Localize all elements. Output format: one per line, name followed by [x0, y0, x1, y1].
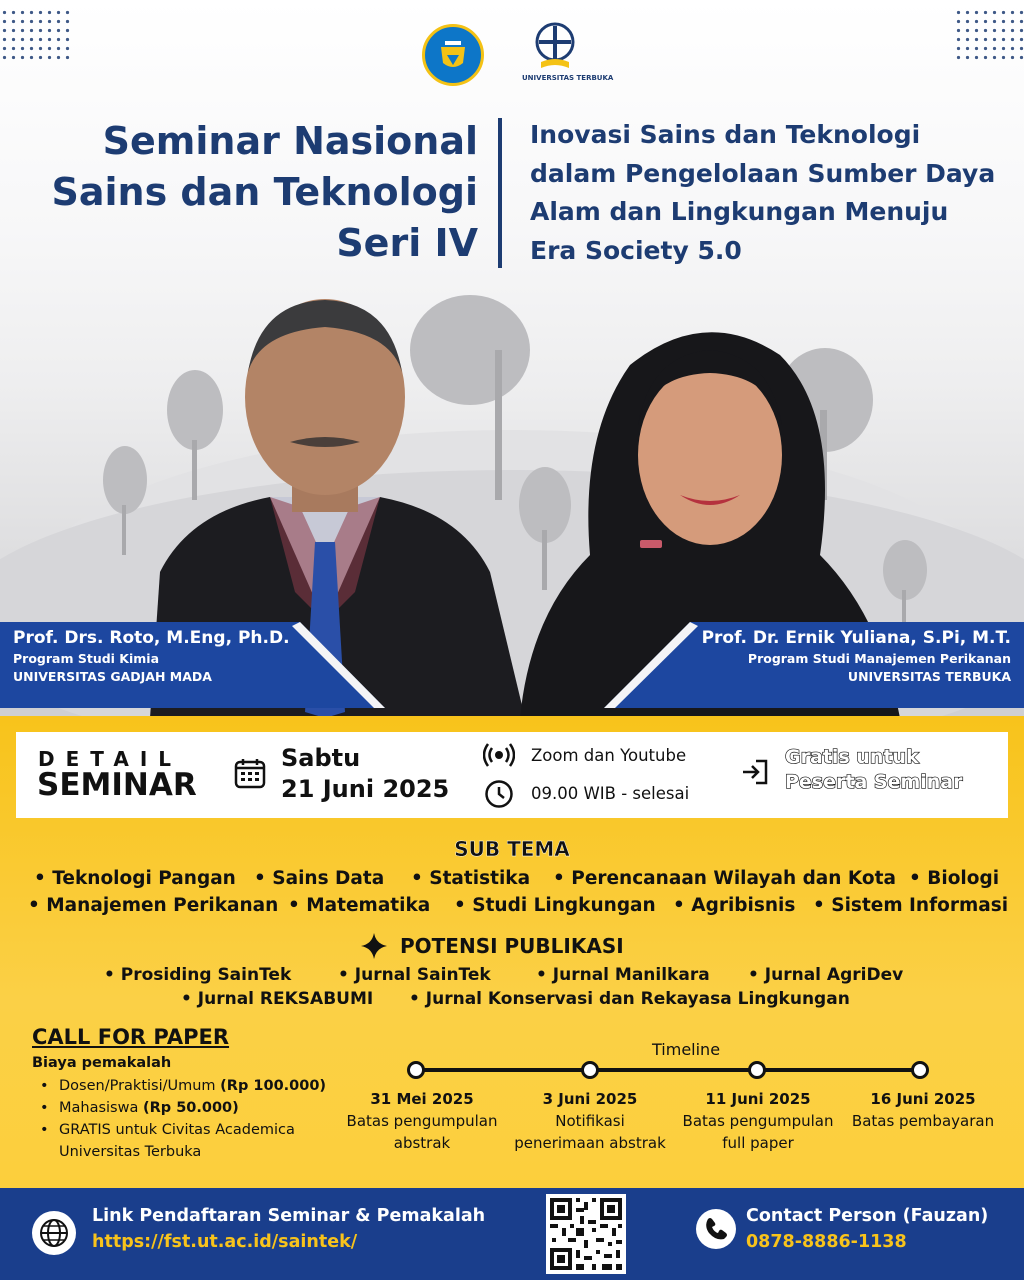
- free-line-1: Gratis untuk: [785, 746, 919, 768]
- subtema-item: • Studi Lingkungan: [454, 895, 656, 916]
- theme-line-4: Era Society 5.0: [530, 235, 742, 265]
- subtema-item: • Manajemen Perikanan: [28, 895, 279, 916]
- publikasi-item: • Prosiding SainTek: [104, 965, 292, 985]
- contact-phone[interactable]: 0878-8886-1138: [746, 1232, 907, 1252]
- biaya-item: • Dosen/Praktisi/Umum (Rp 100.000): [34, 1075, 326, 1097]
- speaker-1-university: UNIVERSITAS GADJAH MADA: [13, 669, 212, 684]
- timeline-item: 31 Mei 2025 Batas pengumpulan abstrak: [346, 1090, 498, 1152]
- publikasi-item: • Jurnal Manilkara: [536, 965, 710, 985]
- qr-code: [546, 1194, 626, 1274]
- seminar-time: 09.00 WIB - selesai: [531, 784, 690, 803]
- registration-link[interactable]: https://fst.ut.ac.id/saintek/: [92, 1232, 358, 1252]
- biaya-heading: Biaya pemakalah: [32, 1055, 172, 1071]
- seminar-mode: Zoom dan Youtube: [531, 746, 687, 765]
- timeline-dot: [407, 1061, 425, 1079]
- biaya-item: • GRATIS untuk Civitas Academica: [34, 1119, 326, 1141]
- publikasi-item: • Jurnal AgriDev: [748, 965, 904, 985]
- theme-line-2: dalam Pengelolaan Sumber Daya: [530, 158, 996, 188]
- kemendikbud-logo: [422, 24, 484, 86]
- timeline-heading: Timeline: [652, 1040, 721, 1059]
- timeline-dot: [581, 1061, 599, 1079]
- globe-icon: [32, 1211, 76, 1255]
- sub-tema-heading: SUB TEMA: [454, 837, 570, 861]
- title-line-2: Sains dan Teknologi: [51, 170, 478, 214]
- publikasi-item: • Jurnal Konservasi dan Rekayasa Lingkungan: [409, 989, 850, 1009]
- theme-line-1: Inovasi Sains dan Teknologi: [530, 120, 921, 149]
- broadcast-icon: [483, 742, 515, 768]
- registration-label: Link Pendaftaran Seminar & Pemakalah: [92, 1206, 486, 1226]
- title-line-3: Seri IV: [336, 221, 478, 265]
- speaker-2-university: UNIVERSITAS TERBUKA: [847, 669, 1011, 684]
- subtema-item: • Teknologi Pangan: [34, 868, 236, 889]
- sparkle-icon: [360, 932, 388, 960]
- publikasi-item: • Jurnal REKSABUMI: [181, 989, 374, 1009]
- biaya-item-continued: Universitas Terbuka: [59, 1144, 202, 1160]
- publikasi-item: • Jurnal SainTek: [338, 965, 491, 985]
- call-for-paper-heading: CALL FOR PAPER: [32, 1025, 230, 1049]
- speaker-1-program: Program Studi Kimia: [13, 651, 160, 666]
- speaker-1-name: Prof. Drs. Roto, M.Eng, Ph.D.: [13, 628, 290, 648]
- sign-in-icon: [740, 757, 770, 787]
- biaya-list: [34, 1075, 326, 1163]
- subtema-item: • Biologi: [909, 868, 1000, 889]
- phone-icon: [696, 1209, 736, 1249]
- title-line-1: Seminar Nasional: [102, 119, 478, 163]
- subtema-item: • Perencanaan Wilayah dan Kota: [553, 868, 896, 889]
- clock-icon: [484, 779, 514, 809]
- subtema-item: • Statistika: [411, 868, 531, 889]
- seminar-title-label: SEMINAR: [37, 767, 197, 803]
- dot-pattern-left: [0, 8, 70, 63]
- timeline-dot: [748, 1061, 766, 1079]
- subtema-item: • Sains Data: [254, 868, 385, 889]
- free-for-participants: [785, 745, 963, 795]
- subtema-item: • Sistem Informasi: [813, 895, 1009, 916]
- speaker-2-program: Program Studi Manajemen Perikanan: [747, 651, 1011, 666]
- contact-person-label: Contact Person (Fauzan): [746, 1206, 989, 1226]
- publikasi-heading: POTENSI PUBLIKASI: [400, 934, 624, 958]
- dot-pattern-right: [954, 8, 1024, 63]
- timeline-dot: [911, 1061, 929, 1079]
- seminar-title: [52, 116, 479, 269]
- timeline-item: 11 Juni 2025 Batas pengumpulan full paper: [682, 1090, 834, 1152]
- seminar-date: 21 Juni 2025: [281, 775, 450, 803]
- theme-line-3: Alam dan Lingkungan Menuju: [530, 197, 949, 226]
- seminar-theme: [530, 116, 995, 270]
- speaker-2-name: Prof. Dr. Ernik Yuliana, S.Pi, M.T.: [701, 628, 1011, 648]
- timeline-item: 16 Juni 2025 Batas pembayaran: [851, 1090, 995, 1130]
- free-line-2: Peserta Seminar: [785, 771, 963, 793]
- speaker-1-tag: [13, 628, 290, 684]
- subtema-item: • Agribisnis: [673, 895, 796, 916]
- ut-logo-text: UNIVERSITAS TERBUKA: [522, 74, 614, 82]
- speaker-2-tag: [702, 628, 1011, 684]
- timeline-item: 3 Juni 2025 Notifikasi penerimaan abstrak: [514, 1090, 666, 1152]
- title-divider: [498, 118, 502, 268]
- seminar-day: Sabtu: [281, 744, 361, 772]
- timeline-line: [416, 1068, 920, 1072]
- subtema-item: • Matematika: [288, 895, 431, 916]
- biaya-item: • Mahasiswa (Rp 50.000): [34, 1097, 326, 1119]
- universitas-terbuka-logo: [522, 22, 614, 92]
- detail-title: DETAIL: [38, 747, 183, 771]
- calendar-icon: [233, 756, 267, 790]
